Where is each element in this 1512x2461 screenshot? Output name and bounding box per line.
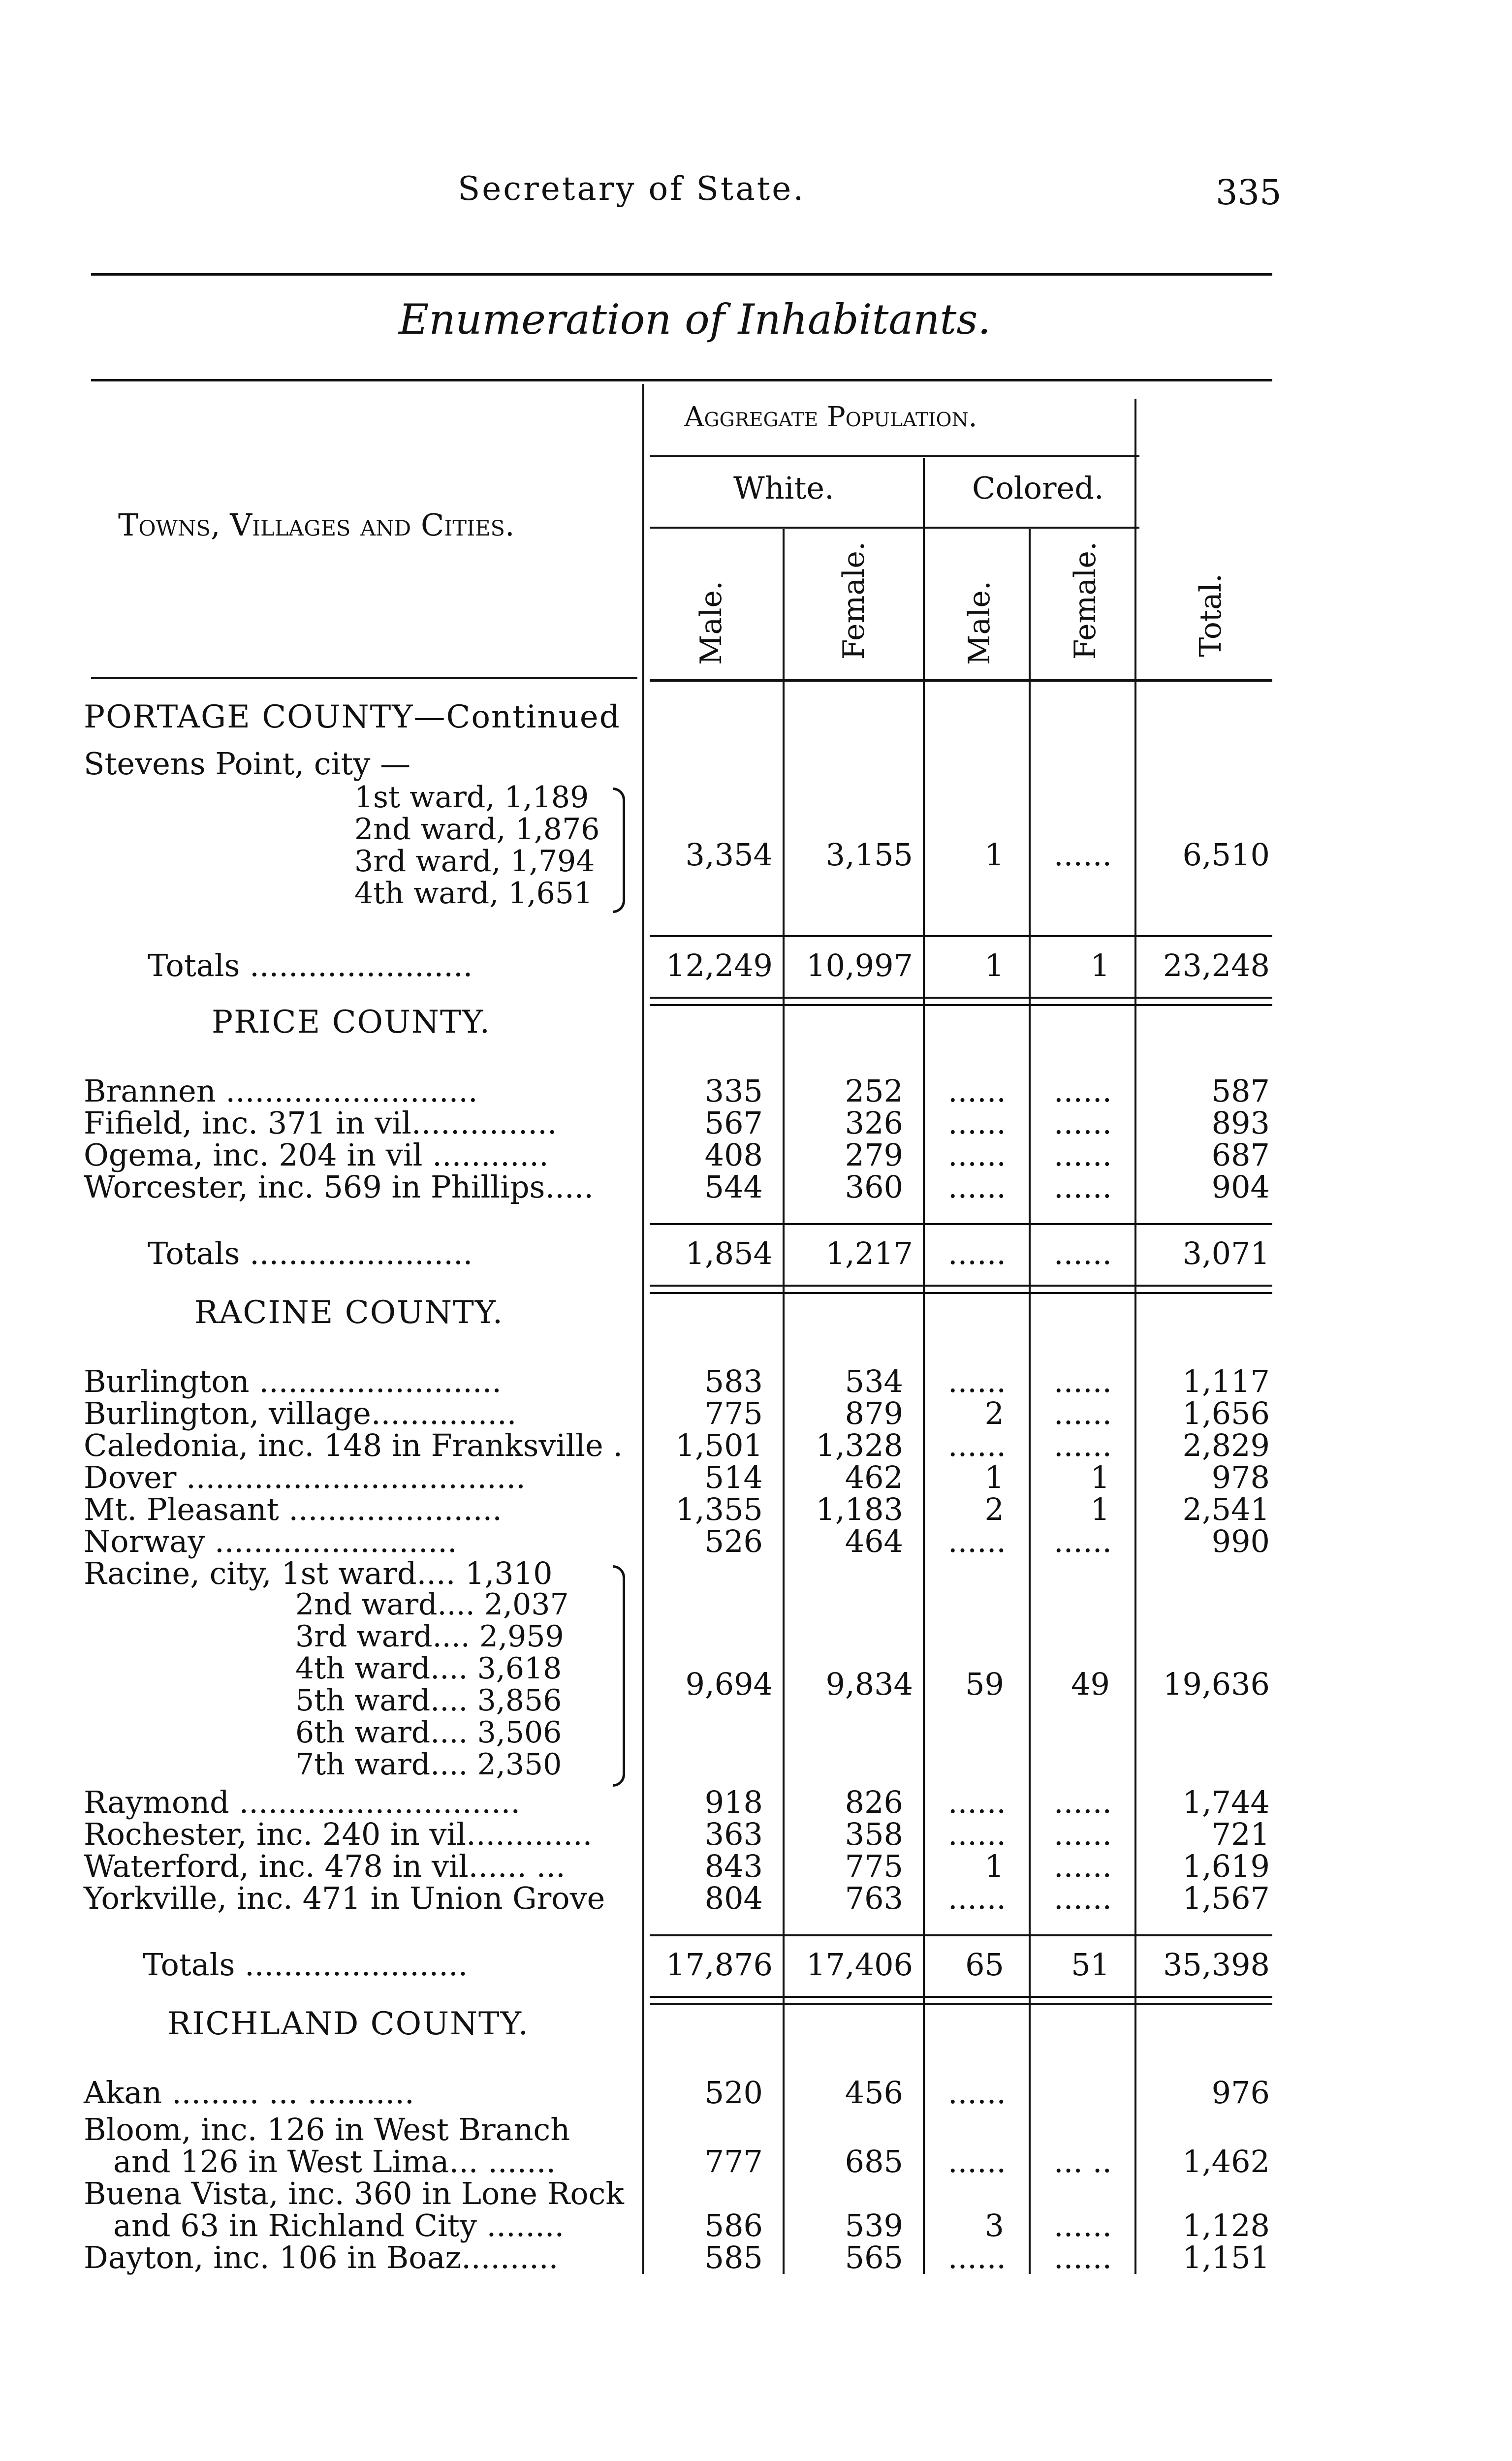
- page-number: 335: [1216, 172, 1282, 213]
- racine-city-values: 9,694 9,834 59 49 19,636: [685, 1666, 1270, 1702]
- racine-row-waterford: Waterford, inc. 478 in vil...... ... 843 775 1 ...... 1,619: [84, 1848, 1270, 1884]
- richland-row-buena-vista: and 63 in Richland City ........ 586 539 3 ...... 1,128: [113, 2208, 1270, 2243]
- racine-row-burlington-village: Burlington, village............... 775 879 2 ...... 1,656: [84, 1395, 1270, 1431]
- header-rule: [91, 273, 1272, 276]
- table-caption: Enumeration of Inhabitants.: [399, 295, 991, 344]
- racine-totals-rule: [650, 1934, 1272, 1936]
- column-header-white-female: Female.: [837, 541, 871, 660]
- portage-totals-row: Totals ....................... 12,249 10,997 1 1 23,248: [148, 947, 1270, 983]
- running-header: Secretary of State.: [458, 170, 806, 208]
- stevens-point-label: Stevens Point, city —: [84, 746, 411, 782]
- richland-row-bloom: and 126 in West Lima... ....... 777 685 ...... ... .. 1,462: [113, 2144, 1270, 2179]
- racine-ward-5: 5th ward.... 3,856: [295, 1683, 562, 1718]
- column-header-towns: Towns, Villages and Cities.: [118, 507, 515, 543]
- column-header-colored: Colored.: [972, 470, 1104, 506]
- richland-row-akan: Akan ......... ... ........... 520 456 ...... 976: [84, 2075, 1270, 2111]
- price-row-worcester: Worcester, inc. 569 in Phillips..... 544 360 ...... ...... 904: [84, 1169, 1270, 1205]
- column-header-colored-female: Female.: [1068, 541, 1102, 660]
- racine-row-yorkville: Yorkville, inc. 471 in Union Grove 804 763 ...... ...... 1,567: [84, 1880, 1270, 1916]
- richland-bloom-line1: Bloom, inc. 126 in West Branch: [84, 2112, 570, 2147]
- racine-ward-2: 2nd ward.... 2,037: [295, 1587, 569, 1622]
- header-bottom-rule-left: [91, 677, 637, 679]
- price-totals-row: Totals ....................... 1,854 1,217 ...... ...... 3,071: [148, 1235, 1270, 1271]
- price-row-fifield: Fifield, inc. 371 in vil............... 567 326 ...... ...... 893: [84, 1105, 1270, 1141]
- racine-ward-3: 3rd ward.... 2,959: [295, 1619, 564, 1654]
- stevens-ward-4: 4th ward, 1,651: [354, 876, 593, 911]
- portage-double-rule-a: [650, 997, 1272, 999]
- racine-row-dover: Dover ................................... 514 462 1 1 978: [84, 1459, 1270, 1495]
- white-colored-rule: [650, 527, 1139, 529]
- price-row-brannen: Brannen .......................... 335 252 ...... ...... 587: [84, 1073, 1270, 1109]
- stevens-ward-2: 2nd ward, 1,876: [354, 812, 600, 847]
- county-heading-racine: RACINE COUNTY.: [194, 1294, 504, 1331]
- racine-ward-4: 4th ward.... 3,618: [295, 1651, 562, 1686]
- column-rule-5: [1134, 399, 1136, 2274]
- racine-row-mt-pleasant: Mt. Pleasant ...................... 1,355 1,183 2 1 2,541: [84, 1491, 1270, 1527]
- column-header-aggregate: Aggregate Population.: [684, 401, 977, 433]
- price-double-rule-b: [650, 1292, 1272, 1294]
- column-header-total: Total.: [1194, 573, 1228, 657]
- price-double-rule-a: [650, 1285, 1272, 1287]
- stevens-point-values: 3,354 3,155 1 ...... 6,510: [685, 837, 1270, 873]
- county-heading-richland: RICHLAND COUNTY.: [167, 2006, 530, 2042]
- county-heading-portage: PORTAGE COUNTY—Continued: [84, 699, 621, 735]
- aggregate-rule: [650, 455, 1139, 457]
- richland-row-dayton: Dayton, inc. 106 in Boaz.......... 585 565 ...... ...... 1,151: [84, 2240, 1270, 2275]
- racine-row-rochester: Rochester, inc. 240 in vil............. 363 358 ...... ...... 721: [84, 1816, 1270, 1852]
- racine-row-burlington: Burlington ......................... 583 534 ...... ...... 1,117: [84, 1363, 1270, 1399]
- price-totals-rule: [650, 1223, 1272, 1225]
- portage-double-rule-b: [650, 1004, 1272, 1006]
- racine-row-norway: Norway ......................... 526 464 ...... ...... 990: [84, 1523, 1270, 1559]
- racine-ward-6: 6th ward.... 3,506: [295, 1715, 562, 1750]
- racine-ward-7: 7th ward.... 2,350: [295, 1747, 562, 1782]
- price-row-ogema: Ogema, inc. 204 in vil ............ 408 279 ...... ...... 687: [84, 1137, 1270, 1173]
- portage-totals-rule: [650, 935, 1272, 937]
- stevens-ward-3: 3rd ward, 1,794: [354, 844, 595, 879]
- column-rule-1: [642, 384, 644, 2274]
- column-header-white: White.: [733, 470, 834, 506]
- stevens-ward-1: 1st ward, 1,189: [354, 780, 589, 815]
- header-bottom-rule-right: [650, 679, 1272, 682]
- column-header-colored-male: Male.: [962, 581, 997, 665]
- county-heading-price: PRICE COUNTY.: [212, 1004, 491, 1041]
- table-top-rule: [91, 379, 1272, 381]
- column-header-white-male: Male.: [694, 581, 728, 665]
- racine-row-caledonia: Caledonia, inc. 148 in Franksville . 1,501 1,328 ...... ...... 2,829: [84, 1427, 1270, 1463]
- racine-double-rule-a: [650, 1996, 1272, 1998]
- racine-row-raymond: Raymond ............................. 918 826 ...... ...... 1,744: [84, 1784, 1270, 1820]
- racine-double-rule-b: [650, 2003, 1272, 2005]
- racine-totals-row: Totals ....................... 17,876 17,406 65 51 35,398: [143, 1947, 1270, 1983]
- racine-city-label: Racine, city, 1st ward.... 1,310: [84, 1555, 553, 1591]
- richland-buena-line1: Buena Vista, inc. 360 in Lone Rock: [84, 2176, 624, 2211]
